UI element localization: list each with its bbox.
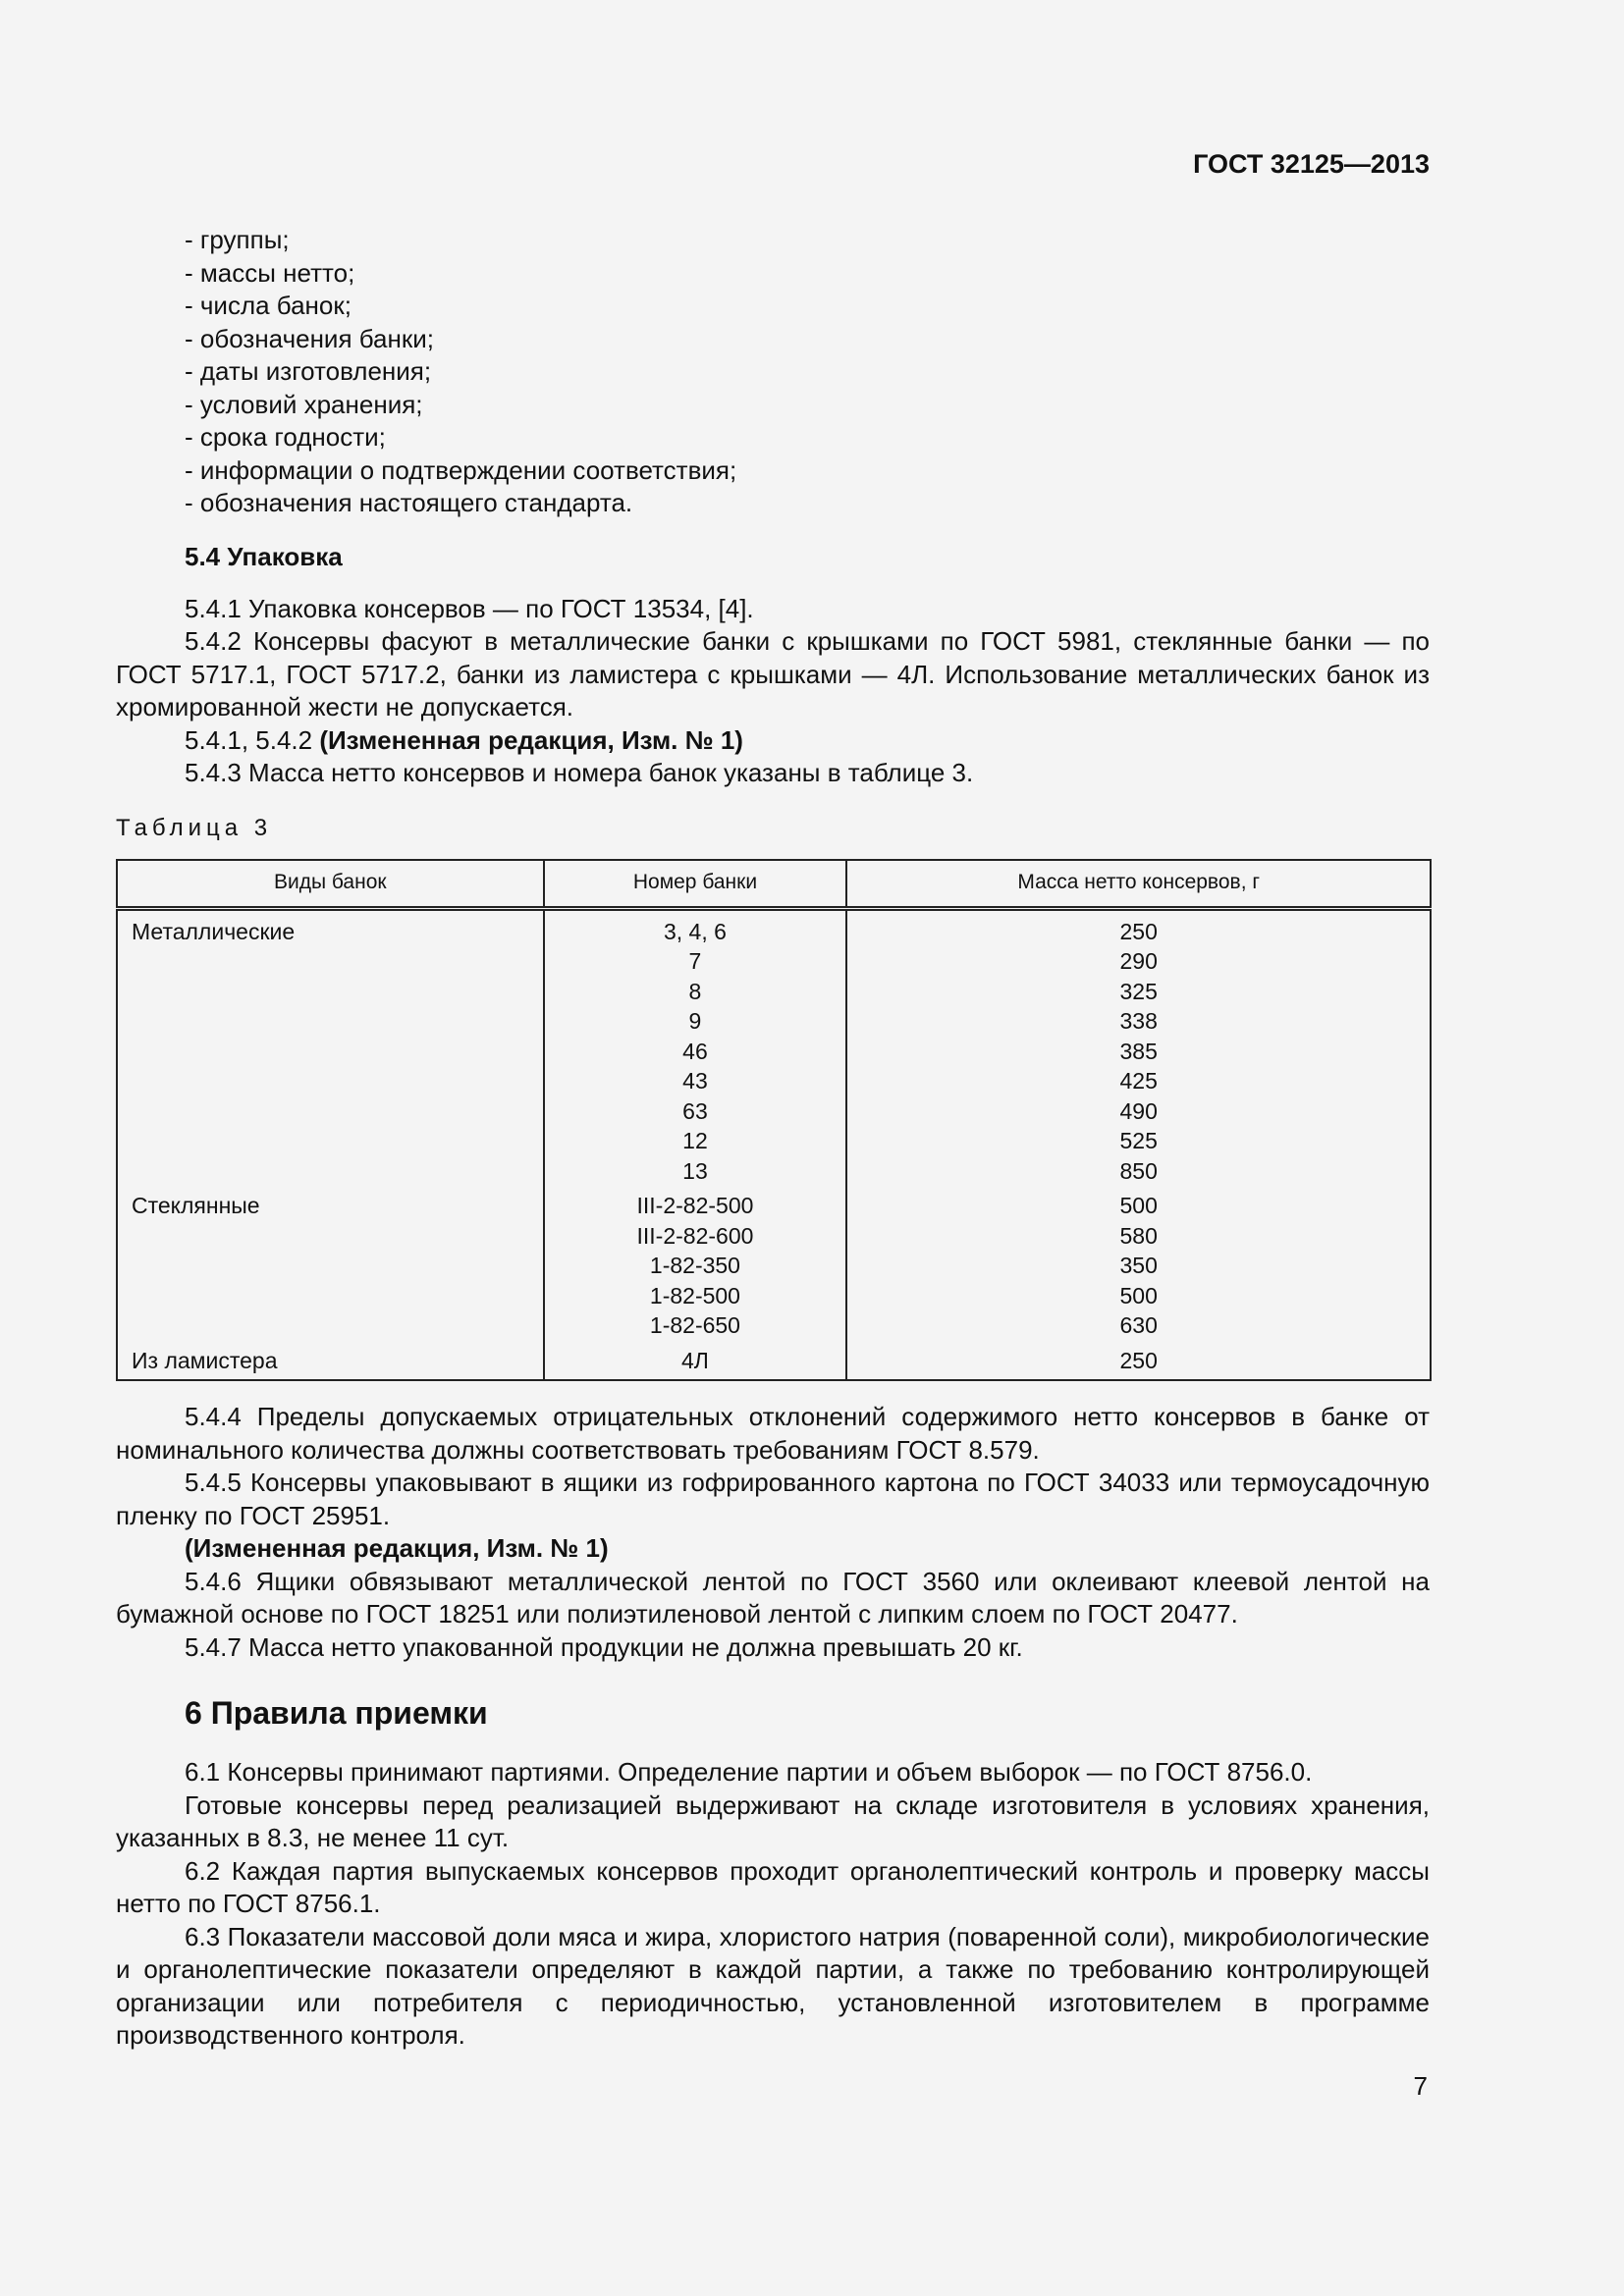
paragraph-5-4-5: 5.4.5 Консервы упаковывают в ящики из гофрированного картона по ГОСТ 34033 или термоусадочную пленку по ГОСТ 25951. [116, 1468, 1430, 1530]
net-mass: 250 [1119, 1347, 1158, 1373]
paragraph-5-4-2: 5.4.2 Консервы фасуют в металлические банки с крышками по ГОСТ 5981, стеклянные банки — по ГОСТ 5717.1, ГОСТ 5717.2, банки из ламистера с крышками — 4Л. Использование металлических банок из хромированной жести не допускается. [116, 626, 1430, 721]
net-mass: 325 [1119, 978, 1158, 1004]
can-number: 3, 4, 6 [663, 918, 727, 944]
can-number: 1-82-500 [649, 1282, 740, 1308]
data-table [116, 859, 1432, 1382]
paragraph-6-1: 6.1 Консервы принимают партиями. Определение партии и объем выборок — по ГОСТ 8756.0. [185, 1757, 1313, 1787]
paragraph-5-4-6: 5.4.6 Ящики обвязывают металлической лентой по ГОСТ 3560 или оклеивают клеевой лентой на бумажной основе по ГОСТ 18251 или полиэтиленовой лентой с липким слоем по ГОСТ 20477. [116, 1566, 1430, 1629]
can-kind: Из ламистера [117, 1345, 544, 1381]
list-item: - условий хранения; [185, 389, 423, 419]
table-caption: Таблица 3 [116, 814, 273, 841]
net-mass: 350 [1119, 1253, 1158, 1278]
paragraph-5-4-1: 5.4.1 Упаковка консервов — по ГОСТ 13534, [4]. [185, 593, 754, 623]
table-row [117, 908, 1431, 1190]
list-item: - массы нетто; [185, 257, 355, 288]
paragraph-6-2: 6.2 Каждая партия выпускаемых консервов проходит органолептический контроль и проверку массы нетто по ГОСТ 8756.1. [116, 1855, 1430, 1918]
document-header: ГОСТ 32125—2013 [1193, 149, 1430, 179]
net-mass: 490 [1119, 1097, 1158, 1124]
net-masses [846, 1190, 1431, 1345]
can-number: 63 [682, 1097, 708, 1124]
list-item: - числа банок; [185, 291, 352, 320]
section-heading-6: 6 Правила приемки [185, 1695, 488, 1731]
can-kind: Стеклянные [117, 1190, 544, 1345]
list-block [116, 224, 1430, 520]
column-header: Виды банок [117, 860, 544, 909]
column-header: Номер банки [544, 860, 847, 909]
list-item: - информации о подтверждении соответствия; [185, 454, 737, 485]
net-mass: 580 [1119, 1222, 1158, 1249]
list-item: - обозначения настоящего стандарта. [185, 488, 633, 517]
paragraph-change-note: (Измененная редакция, Изм. № 1) [185, 1533, 609, 1563]
can-number: 7 [688, 948, 702, 974]
change-note-prefix: 5.4.1, 5.4.2 [185, 724, 320, 755]
page-content [116, 224, 1430, 2053]
can-number: 4Л [681, 1347, 709, 1373]
can-numbers [544, 908, 847, 1190]
column-header: Масса нетто консервов, г [846, 860, 1431, 909]
can-number: 1-82-350 [649, 1253, 740, 1278]
net-mass: 630 [1119, 1312, 1158, 1338]
paragraph-5-4-3: 5.4.3 Масса нетто консервов и номера банок указаны в таблице 3. [185, 758, 974, 787]
can-number: 1-82-650 [649, 1312, 740, 1338]
can-number: 43 [682, 1068, 708, 1094]
paragraph-5-4-4: 5.4.4 Пределы допускаемых отрицательных отклонений содержимого нетто консервов в банке от номинального количества должны соответствовать требованиям ГОСТ 8.579. [116, 1402, 1430, 1465]
can-numbers [544, 1345, 847, 1381]
change-note-bold: (Измененная редакция, Изм. № 1) [319, 724, 743, 755]
paragraph-6-1-cont: Готовые консервы перед реализацией выдерживают на складе изготовителя в условиях хранения, указанных в 8.3, не менее 11 сут. [116, 1789, 1430, 1852]
net-mass: 500 [1119, 1282, 1158, 1308]
paragraph-change-note [116, 724, 1430, 758]
can-numbers [544, 1190, 847, 1345]
section-heading-5-4: 5.4 Упаковка [185, 541, 343, 571]
table-header-row [117, 860, 1431, 909]
table-row [117, 1190, 1431, 1345]
list-item: - обозначения банки; [185, 323, 434, 353]
can-number: 8 [688, 978, 702, 1004]
table-row [117, 1345, 1431, 1381]
can-number: 13 [682, 1157, 708, 1184]
can-kind: Металлические [117, 908, 544, 1190]
list-item: - группы; [185, 225, 290, 254]
net-mass: 525 [1119, 1128, 1158, 1153]
net-mass: 290 [1119, 948, 1158, 974]
can-number: 46 [682, 1038, 708, 1064]
net-mass: 385 [1119, 1038, 1158, 1064]
net-mass: 338 [1119, 1008, 1158, 1034]
net-mass: 425 [1119, 1068, 1158, 1094]
net-mass: 850 [1119, 1157, 1158, 1184]
paragraph-5-4-7: 5.4.7 Масса нетто упакованной продукции не должна превышать 20 кг. [185, 1631, 1023, 1662]
section-5-4-continued [116, 1401, 1430, 1664]
net-mass: 250 [1119, 918, 1158, 944]
net-mass: 500 [1119, 1193, 1158, 1218]
net-masses [846, 1345, 1431, 1381]
net-masses [846, 908, 1431, 1190]
can-number: III-2-82-500 [636, 1193, 754, 1218]
page-number: 7 [1413, 2071, 1428, 2101]
list-item: - даты изготовления; [185, 356, 432, 386]
list-item: - срока годности; [185, 422, 386, 452]
can-number: 12 [682, 1128, 708, 1153]
paragraph-6-3: 6.3 Показатели массовой доли мяса и жира, хлористого натрия (поваренной соли), микробиологические и органолептические показатели определяют в каждой партии, а также по требованию контролирующей организации или потребителя с периодичностью, установленной изготовителем в программе производственного контроля. [116, 1921, 1430, 2050]
can-number: III-2-82-600 [636, 1222, 754, 1249]
can-number: 9 [688, 1008, 702, 1034]
